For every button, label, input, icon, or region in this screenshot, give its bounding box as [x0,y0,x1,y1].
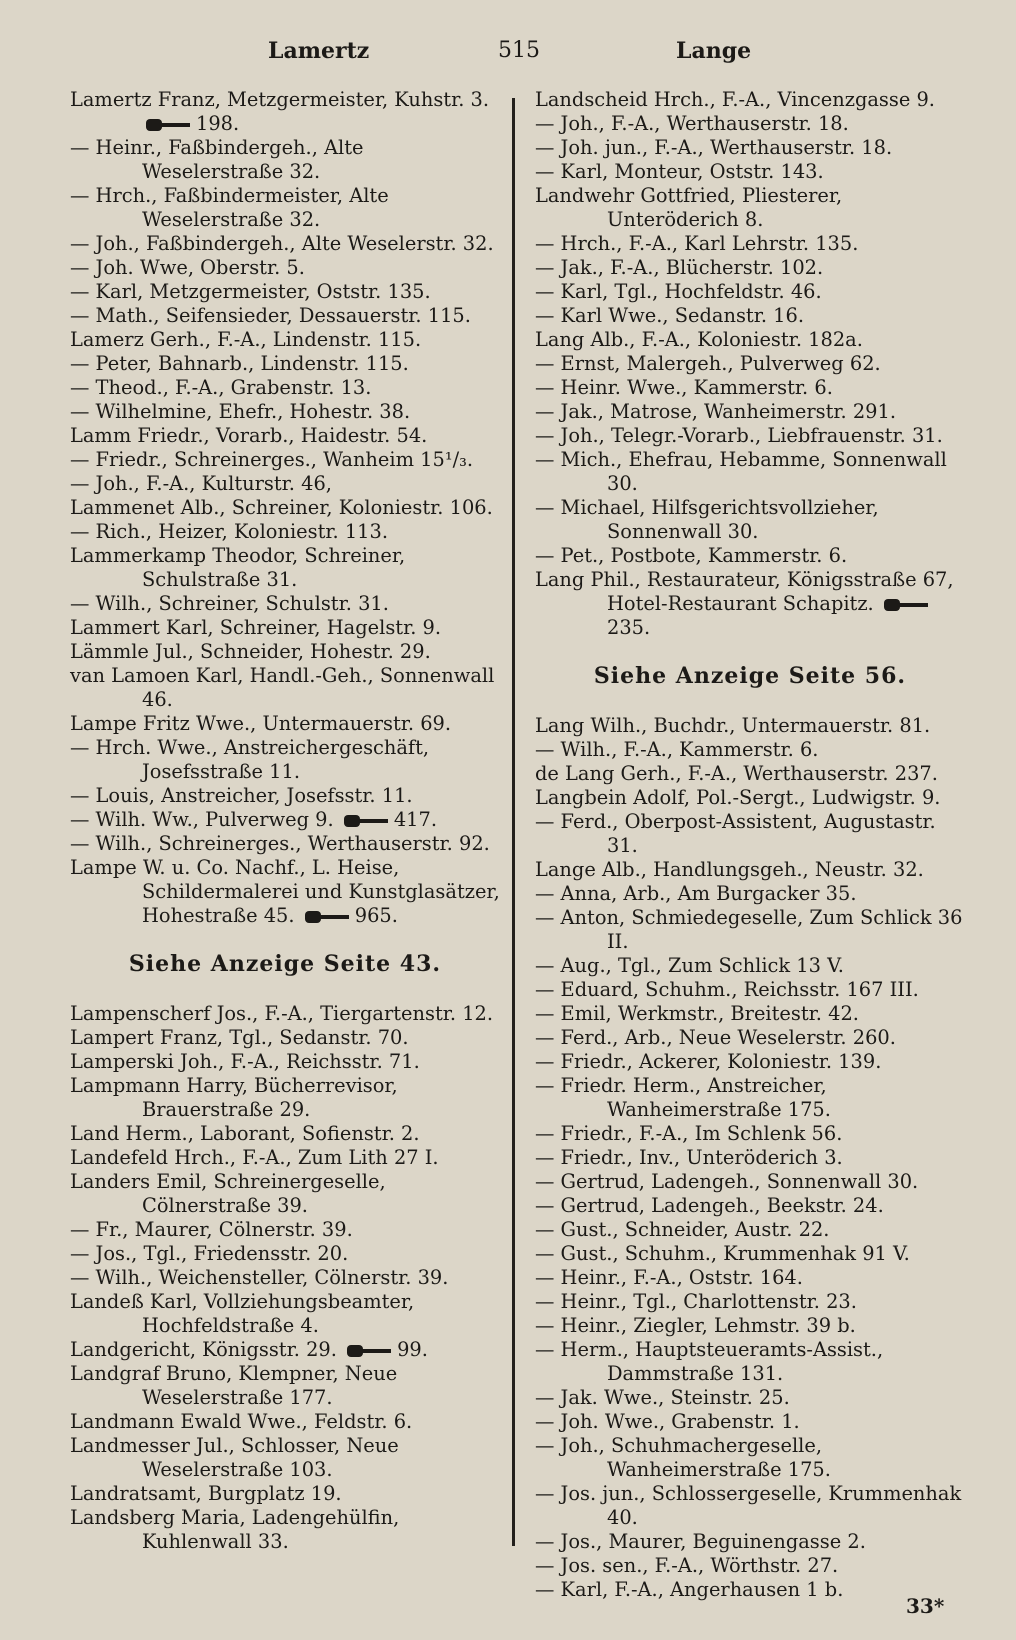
directory-entry [535,1386,965,1410]
telephone-icon [347,1345,393,1357]
directory-entry [535,882,965,906]
telephone-icon [884,599,930,611]
entry-text: — Gust., Schneider, Austr. 22. [535,1218,830,1241]
directory-entry [535,496,965,544]
directory-entry [535,160,965,184]
entry-text: — Hrch. Wwe., Anstreichergeschäft, Josefsstraße 11. [70,736,430,783]
entry-text: — Wilh., F.-A., Kammerstr. 6. [535,738,819,761]
directory-entry [70,808,500,832]
directory-entry [535,1410,965,1434]
directory-entry [535,1170,965,1194]
entry-text: — Friedr., Schreinerges., Wanheim 15¹/₃. [70,448,474,471]
entry-text: — Aug., Tgl., Zum Schlick 13 V. [535,954,844,977]
entry-text: Lampert Franz, Tgl., Sedanstr. 70. [70,1026,409,1049]
directory-entry [535,1122,965,1146]
entry-text: — Wilh., Schreinerges., Werthauserstr. 92. [70,832,490,855]
directory-entry [535,1338,965,1386]
directory-entry [535,786,965,810]
directory-entry [535,1026,965,1050]
entry-text: Landgraf Bruno, Klempner, Neue Weselerstraße 177. [70,1362,398,1409]
directory-entry [70,400,500,424]
page-number: 515 [498,38,540,63]
entry-text: — Michael, Hilfsgerichtsvollzieher, Sonnenwall 30. [535,496,879,543]
entry-text: Lamerz Gerh., F.-A., Lindenstr. 115. [70,328,422,351]
entry-text: — Eduard, Schuhm., Reichsstr. 167 III. [535,978,919,1001]
entry-text: — Jos. jun., Schlossergeselle, Krummenhak 40. [535,1482,962,1529]
directory-entry [535,1074,965,1122]
directory-entry [70,328,500,352]
directory-entry [535,544,965,568]
entry-text: — Friedr., Inv., Unteröderich 3. [535,1146,843,1169]
entry-text: — Joh. jun., F.-A., Werthauserstr. 18. [535,136,893,159]
directory-entry [70,1434,500,1482]
directory-entry [535,1218,965,1242]
directory-entry [535,304,965,328]
entry-text: — Jak. Wwe., Steinstr. 25. [535,1386,790,1409]
directory-entry [535,88,965,112]
entry-text: — Heinr., Ziegler, Lehmstr. 39 b. [535,1314,856,1337]
entry-text: Lampe W. u. Co. Nachf., L. Heise, Schildermalerei und Kunstglasätzer, Hohestraße 45. [70,856,500,927]
entry-text: Landwehr Gottfried, Pliesterer, Unteröderich 8. [535,184,843,231]
entry-text: — Jak., F.-A., Blücherstr. 102. [535,256,824,279]
directory-entry [535,280,965,304]
directory-entry [70,784,500,808]
telephone-icon [344,815,390,827]
entry-text: — Karl, Tgl., Hochfeldstr. 46. [535,280,822,303]
directory-entry [70,232,500,256]
entry-text: Lang Phil., Restaurateur, Königsstraße 67, Hotel-Restaurant Schapitz. [535,568,954,615]
directory-entry [70,616,500,640]
entry-text: — Herm., Hauptsteueramts-Assist., Dammstraße 131. [535,1338,884,1385]
advertisement-notice: Siehe Anzeige Seite 56. [593,663,907,689]
right-column [535,88,965,1602]
entry-text: — Joh. Wwe., Grabenstr. 1. [535,1410,800,1433]
directory-entry [70,640,500,664]
directory-entry [70,376,500,400]
directory-entry [535,136,965,160]
entry-text: — Wilhelmine, Ehefr., Hohestr. 38. [70,400,411,423]
entry-text: — Joh., Schuhmachergeselle, Wanheimerstraße 175. [535,1434,831,1481]
directory-entry [535,978,965,1002]
entry-text: — Friedr., F.-A., Im Schlenk 56. [535,1122,843,1145]
directory-entry [70,856,500,928]
directory-entry [535,1002,965,1026]
entry-text: — Joh., Telegr.-Vorarb., Liebfrauenstr. 31. [535,424,943,447]
entry-text: — Karl, F.-A., Angerhausen 1 b. [535,1578,844,1601]
advertisement-notice: Siehe Anzeige Seite 43. [128,951,442,977]
entry-text: Lang Wilh., Buchdr., Untermauerstr. 81. [535,714,931,737]
directory-entry [535,448,965,496]
directory-entry [70,544,500,592]
entry-text: — Heinr., Faßbindergeh., Alte Weselerstraße 32. [70,136,364,183]
directory-entry [70,1338,500,1362]
entry-text: Lang Alb., F.-A., Koloniestr. 182a. [535,328,863,351]
entry-text: — Anna, Arb., Am Burgacker 35. [535,882,857,905]
directory-entry [70,184,500,232]
phone-number: 965. [354,904,398,927]
entry-text: Lammerkamp Theodor, Schreiner, Schulstraße 31. [70,544,406,591]
directory-entry [70,592,500,616]
directory-entry [535,328,965,352]
entry-text: — Gertrud, Ladengeh., Sonnenwall 30. [535,1170,919,1193]
entry-text: — Louis, Anstreicher, Josefsstr. 11. [70,784,413,807]
directory-entry [70,712,500,736]
phone-number: 99. [397,1338,428,1361]
column-divider [512,98,515,1546]
directory-entry [535,858,965,882]
directory-entry [535,1194,965,1218]
directory-entry [535,184,965,232]
entry-text: — Karl Wwe., Sedanstr. 16. [535,304,804,327]
directory-entry [70,1290,500,1338]
entry-text: Lamm Friedr., Vorarb., Haidestr. 54. [70,424,428,447]
directory-entry [535,1314,965,1338]
entry-text: — Joh. Wwe, Oberstr. 5. [70,256,305,279]
entry-text: Lammert Karl, Schreiner, Hagelstr. 9. [70,616,442,639]
directory-entry [70,448,500,472]
directory-entry [70,496,500,520]
entry-text: — Fr., Maurer, Cölnerstr. 39. [70,1218,353,1241]
entry-text: Lampenscherf Jos., F.-A., Tiergartenstr. 12. [70,1002,494,1025]
entry-text: — Theod., F.-A., Grabenstr. 13. [70,376,372,399]
directory-entry [535,1530,965,1554]
entry-text: Landmann Ewald Wwe., Feldstr. 6. [70,1410,413,1433]
entry-text: — Gertrud, Ladengeh., Beekstr. 24. [535,1194,884,1217]
entry-text: — Jos. sen., F.-A., Wörthstr. 27. [535,1554,839,1577]
entry-text: de Lang Gerh., F.-A., Werthauserstr. 237. [535,762,938,785]
directory-entry [70,424,500,448]
entry-text: Landers Emil, Schreinergeselle, Cölnerstraße 39. [70,1170,386,1217]
entry-text: — Hrch., F.-A., Karl Lehrstr. 135. [535,232,859,255]
header-left-keyword: Lamertz [268,38,370,64]
directory-entry [70,280,500,304]
directory-entry [70,1266,500,1290]
directory-entry [70,1482,500,1506]
directory-entry [70,1218,500,1242]
directory-entry [70,352,500,376]
directory-entry [70,1410,500,1434]
signature-mark: 33* [906,1594,945,1618]
directory-entry [70,1362,500,1410]
entry-text: — Wilh., Weichensteller, Cölnerstr. 39. [70,1266,449,1289]
directory-entry [535,810,965,858]
header-right-keyword: Lange [676,38,752,64]
phone-number: 417. [393,808,438,831]
entry-text: — Rich., Heizer, Koloniestr. 113. [70,520,389,543]
directory-entry [535,1434,965,1482]
directory-entry [535,112,965,136]
directory-entry [535,352,965,376]
entry-text: — Jos., Maurer, Beguinengasse 2. [535,1530,866,1553]
entry-text: — Heinr., F.-A., Oststr. 164. [535,1266,803,1289]
directory-entry [70,256,500,280]
directory-entry [535,1146,965,1170]
entry-text: — Wilh. Ww., Pulverweg 9. [70,808,334,831]
entry-text: Lampmann Harry, Bücherrevisor, Brauerstraße 29. [70,1074,398,1121]
directory-entry [535,1050,965,1074]
directory-entry [535,1290,965,1314]
telephone-icon [305,911,351,923]
directory-entry [535,1482,965,1530]
entry-text: Landefeld Hrch., F.-A., Zum Lith 27 I. [70,1146,439,1169]
directory-entry [535,400,965,424]
directory-entry [535,376,965,400]
directory-entry [535,256,965,280]
directory-entry [70,832,500,856]
entry-text: Landsberg Maria, Ladengehülfin, Kuhlenwall 33. [70,1506,400,1553]
directory-entry [70,736,500,784]
entry-text: — Heinr., Tgl., Charlottenstr. 23. [535,1290,857,1313]
entry-text: van Lamoen Karl, Handl.-Geh., Sonnenwall 46. [70,664,495,711]
entry-text: — Friedr. Herm., Anstreicher, Wanheimerstraße 175. [535,1074,831,1121]
directory-entry [535,568,965,640]
directory-entry [70,1506,500,1554]
directory-entry [535,714,965,738]
entry-text: — Math., Seifensieder, Dessauerstr. 115. [70,304,471,327]
telephone-icon [146,119,192,131]
directory-entry [535,1242,965,1266]
entry-text: — Hrch., Faßbindermeister, Alte Weselerstraße 32. [70,184,389,231]
entry-text: — Karl, Monteur, Oststr. 143. [535,160,824,183]
entry-text: Landmesser Jul., Schlosser, Neue Weselerstraße 103. [70,1434,399,1481]
directory-entry [70,664,500,712]
entry-text: — Heinr. Wwe., Kammerstr. 6. [535,376,833,399]
entry-text: — Peter, Bahnarb., Lindenstr. 115. [70,352,409,375]
directory-entry [535,232,965,256]
entry-text: Land Herm., Laborant, Sofienstr. 2. [70,1122,420,1145]
entry-text: — Gust., Schuhm., Krummenhak 91 V. [535,1242,910,1265]
directory-entry [70,304,500,328]
entry-text: — Pet., Postbote, Kammerstr. 6. [535,544,848,567]
entry-text: Langbein Adolf, Pol.-Sergt., Ludwigstr. 9. [535,786,941,809]
directory-entry [70,1122,500,1146]
entry-text: — Mich., Ehefrau, Hebamme, Sonnenwall 30. [535,448,947,495]
directory-entry [70,1170,500,1218]
directory-entry [70,472,500,496]
directory-entry [70,1002,500,1026]
directory-entry [70,1026,500,1050]
entry-text: Landscheid Hrch., F.-A., Vincenzgasse 9. [535,88,935,111]
entry-text: — Karl, Metzgermeister, Oststr. 135. [70,280,431,303]
left-column [70,88,500,1554]
entry-text: — Jak., Matrose, Wanheimerstr. 291. [535,400,897,423]
directory-entry [70,88,500,136]
directory-entry [535,1554,965,1578]
entry-text: — Joh., F.-A., Kulturstr. 46, [70,472,332,495]
entry-text: Lämmle Jul., Schneider, Hohestr. 29. [70,640,431,663]
entry-text: — Friedr., Ackerer, Koloniestr. 139. [535,1050,882,1073]
entry-text: — Emil, Werkmstr., Breitestr. 42. [535,1002,859,1025]
entry-text: Landgericht, Königsstr. 29. [70,1338,337,1361]
entry-text: — Ernst, Malergeh., Pulverweg 62. [535,352,881,375]
directory-entry [535,762,965,786]
entry-text: Lamertz Franz, Metzgermeister, Kuhstr. 3. [70,88,490,111]
entry-text: Lange Alb., Handlungsgeh., Neustr. 32. [535,858,924,881]
directory-entry [535,906,965,954]
entry-text: — Ferd., Arb., Neue Weselerstr. 260. [535,1026,896,1049]
entry-text: — Ferd., Oberpost-Assistent, Augustastr. 31. [535,810,936,857]
directory-entry [535,1266,965,1290]
entry-text: — Jos., Tgl., Friedensstr. 20. [70,1242,349,1265]
phone-number: 235. [607,616,651,639]
phone-number: 198. [196,112,240,135]
entry-text: Lammenet Alb., Schreiner, Koloniestr. 106. [70,496,493,519]
entry-text: — Anton, Schmiedegeselle, Zum Schlick 36 II. [535,906,963,953]
entry-text: Lamperski Joh., F.-A., Reichsstr. 71. [70,1050,420,1073]
directory-entry [535,954,965,978]
directory-entry [70,1146,500,1170]
directory-entry [70,520,500,544]
entry-text: — Joh., F.-A., Werthauserstr. 18. [535,112,849,135]
directory-entry [535,738,965,762]
directory-entry [70,1074,500,1122]
directory-entry [70,1050,500,1074]
directory-entry [70,136,500,184]
directory-entry [535,424,965,448]
directory-entry [70,1242,500,1266]
entry-text: Landratsamt, Burgplatz 19. [70,1482,342,1505]
entry-text: Lampe Fritz Wwe., Untermauerstr. 69. [70,712,452,735]
entry-text: Landeß Karl, Vollziehungsbeamter, Hochfeldstraße 4. [70,1290,415,1337]
directory-entry [535,1578,965,1602]
entry-text: — Wilh., Schreiner, Schulstr. 31. [70,592,389,615]
entry-text: — Joh., Faßbindergeh., Alte Weselerstr. 32. [70,232,494,255]
